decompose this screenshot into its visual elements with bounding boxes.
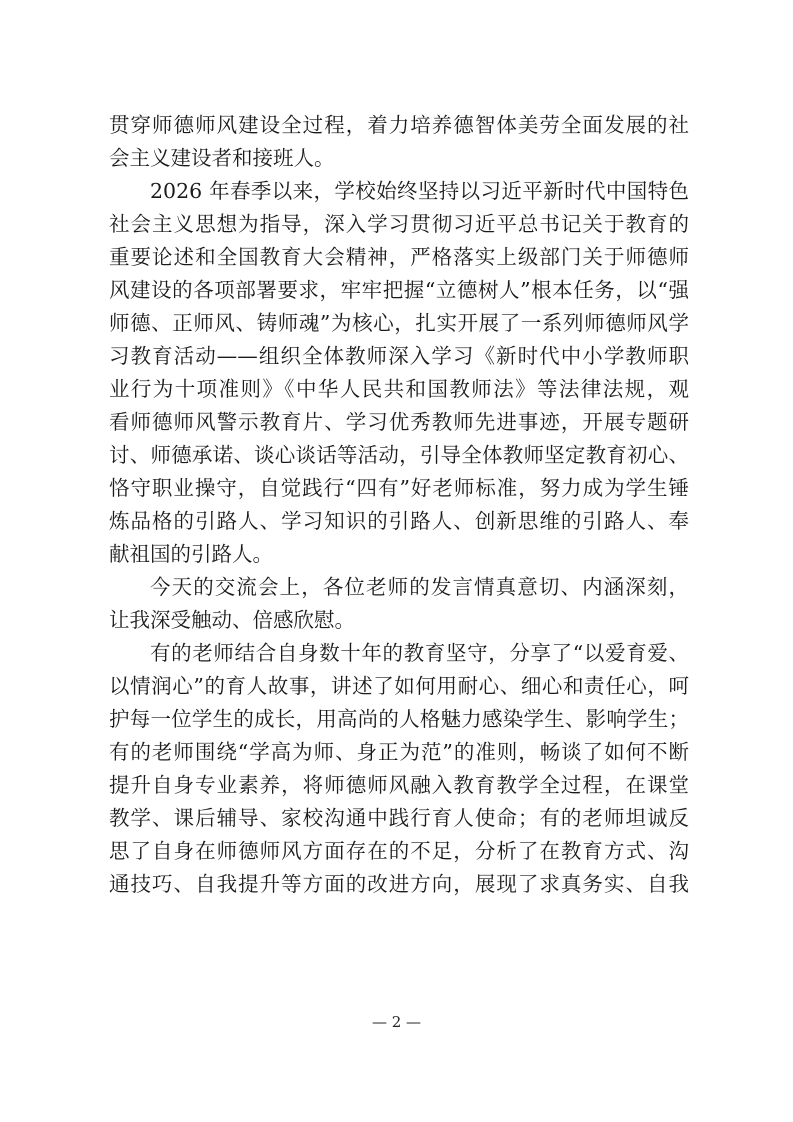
text-line: 以情润心”的育人故事，讲述了如何用耐心、细心和责任心，呵 — [109, 674, 689, 698]
text-line: 2026 年春季以来，学校始终坚持以习近平新时代中国特色 — [150, 179, 689, 203]
text-line: 思了自身在师德师风方面存在的不足，分析了在教育方式、沟 — [109, 839, 689, 863]
text-line: 贯穿师德师风建设全过程，着力培养德智体美劳全面发展的社 — [109, 113, 689, 137]
text-line: 师德、正师风、铸师魂”为核心，扎实开展了一系列师德师风学 — [109, 311, 689, 335]
page-number: — 2 — — [371, 1013, 422, 1031]
text-line: 炼品格的引路人、学习知识的引路人、创新思维的引路人、奉 — [109, 509, 689, 533]
text-line: 会主义建设者和接班人。 — [109, 146, 335, 170]
paragraph — [109, 637, 689, 901]
text-line: 有的老师围绕“学高为师、身正为范”的准则，畅谈了如何不断 — [109, 740, 689, 764]
text-line: 讨、师德承诺、谈心谈话等活动，引导全体教师坚定教育初心、 — [109, 443, 689, 467]
text-line: 通技巧、自我提升等方面的改进方向，展现了求真务实、自我 — [109, 872, 689, 896]
text-line: 教学、课后辅导、家校沟通中践行育人使命；有的老师坦诚反 — [109, 806, 689, 830]
text-line: 护每一位学生的成长，用高尚的人格魅力感染学生、影响学生； — [109, 707, 689, 731]
document-body — [109, 109, 689, 901]
text-line: 社会主义思想为指导，深入学习贯彻习近平总书记关于教育的 — [109, 212, 689, 236]
text-line: 业行为十项准则》《中华人民共和国教师法》等法律法规，观 — [109, 377, 689, 401]
text-line: 让我深受触动、倍感欣慰。 — [109, 608, 355, 632]
text-line: 恪守职业操守，自觉践行“四有”好老师标准，努力成为学生锤 — [109, 476, 689, 500]
text-line: 风建设的各项部署要求，牢牢把握“立德树人”根本任务，以“强 — [109, 278, 689, 302]
text-line: 习教育活动——组织全体教师深入学习《新时代中小学教师职 — [109, 344, 689, 368]
paragraph — [109, 109, 689, 175]
paragraph — [109, 571, 689, 637]
text-line: 提升自身专业素养，将师德师风融入教育教学全过程，在课堂 — [109, 773, 689, 797]
text-line: 重要论述和全国教育大会精神，严格落实上级部门关于师德师 — [109, 245, 689, 269]
text-line: 献祖国的引路人。 — [109, 542, 273, 566]
paragraph — [109, 175, 689, 571]
text-line: 今天的交流会上，各位老师的发言情真意切、内涵深刻， — [150, 575, 689, 599]
text-line: 有的老师结合自身数十年的教育坚守，分享了“以爱育爱、 — [150, 641, 689, 665]
text-line: 看师德师风警示教育片、学习优秀教师先进事迹，开展专题研 — [109, 410, 689, 434]
